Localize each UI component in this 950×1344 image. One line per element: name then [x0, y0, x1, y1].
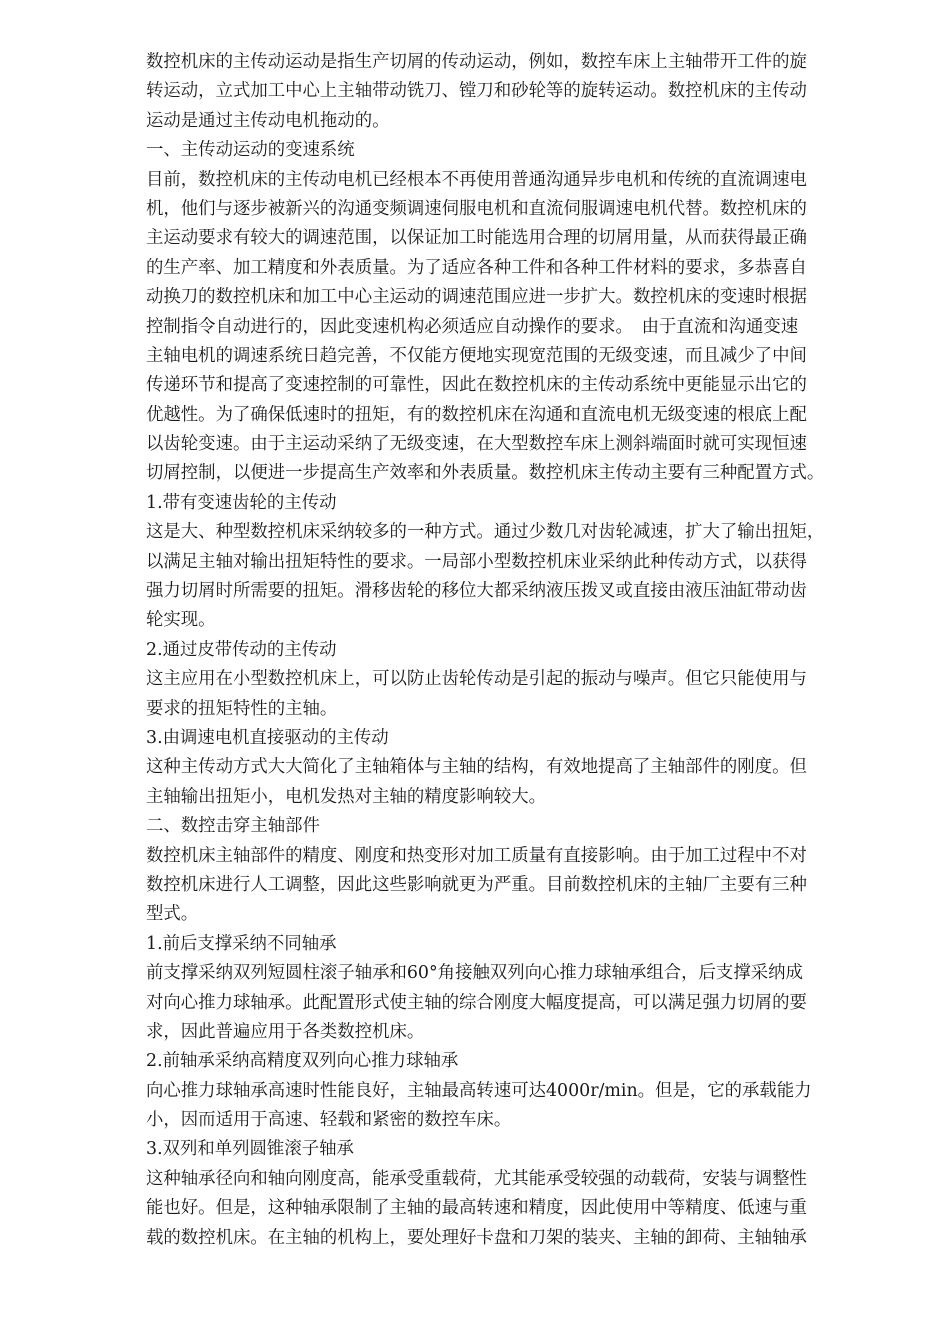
text-line: 运动是通过主传动电机拖动的。 — [146, 110, 390, 131]
text-line: 以齿轮变速。由于主运动采纳了无级变速，在大型数控车床上测斜端面时就可实现恒速 — [146, 434, 807, 455]
text-line: 切屑控制，以便进一步提高生产效率和外表质量。数控机床主传动主要有三种配置方式。 — [146, 463, 825, 484]
text-line: 载的数控机床。在主轴的机构上，要处理好卡盘和刀架的装夹、主轴的卸荷、主轴轴承 — [146, 1227, 807, 1248]
text-line: 对向心推力球轴承。此配置形式使主轴的综合刚度大幅度提高，可以满足强力切屑的要 — [146, 992, 807, 1013]
text-line: 机，他们与逐步被新兴的沟通变频调速伺服电机和直流伺服调速电机代替。数控机床的 — [146, 198, 807, 219]
text-line: 这主应用在小型数控机床上，可以防止齿轮传动是引起的振动与噪声。但它只能使用与 — [146, 669, 807, 690]
text-line: 动换刀的数控机床和加工中心主运动的调速范围应进一步扩大。数控机床的变速时根据 — [146, 287, 807, 308]
subsection-heading: 2.通过皮带传动的主传动 — [146, 639, 337, 660]
text-line: 主轴电机的调速系统日趋完善，不仅能方便地实现宽范围的无级变速，而且减少了中间 — [146, 345, 807, 366]
document-body — [146, 48, 886, 1253]
text-line: 转运动，立式加工中心上主轴带动铣刀、镗刀和砂轮等的旋转运动。数控机床的主传动 — [146, 81, 807, 102]
text-line: 数控机床进行人工调整，因此这些影响就更为严重。目前数控机床的主轴厂主要有三种 — [146, 874, 807, 895]
subsection-heading: 1.前后支撑采纳不同轴承 — [146, 933, 337, 954]
text-line: 能也好。但是，这种轴承限制了主轴的最高转速和精度，因此使用中等精度、低速与重 — [146, 1198, 807, 1219]
text-line: 这种轴承径向和轴向刚度高，能承受重载荷，尤其能承受较强的动载荷，安装与调整性 — [146, 1168, 807, 1189]
text-line: 向心推力球轴承高速时性能良好，主轴最高转速可达4000r/min。但是，它的承载能力 — [146, 1080, 812, 1101]
text-line: 数控机床的主传动运动是指生产切屑的传动运动，例如，数控车床上主轴带开工件的旋 — [146, 52, 807, 72]
text-line: 小，因而适用于高速、轻载和紧密的数控车床。 — [146, 1110, 512, 1131]
text-line: 要求的扭矩特性的主轴。 — [146, 698, 338, 719]
text-line: 前支撑采纳双列短圆柱滚子轴承和60°角接触双列向心推力球轴承组合，后支撑采纳成 — [146, 963, 803, 984]
text-line: 主轴输出扭矩小，电机发热对主轴的精度影响较大。 — [146, 786, 546, 807]
subsection-heading: 3.由调速电机直接驱动的主传动 — [146, 727, 389, 748]
text-line: 的生产率、加工精度和外表质量。为了适应各种工件和各种工件材料的要求，多恭喜自 — [146, 257, 807, 278]
text-line: 数控机床主轴部件的精度、刚度和热变形对加工质量有直接影响。由于加工过程中不对 — [146, 845, 807, 866]
text-line: 优越性。为了确保低速时的扭矩，有的数控机床在沟通和直流电机无级变速的根底上配 — [146, 404, 807, 425]
text-line: 以满足主轴对输出扭矩特性的要求。一局部小型数控机床业采纳此种传动方式，以获得 — [146, 551, 807, 572]
subsection-heading: 2.前轴承采纳高精度双列向心推力球轴承 — [146, 1051, 459, 1072]
subsection-heading: 1.带有变速齿轮的主传动 — [146, 492, 337, 513]
text-line: 轮实现。 — [146, 610, 216, 631]
subsection-heading: 3.双列和单列圆锥滚子轴承 — [146, 1139, 354, 1160]
text-line: 主运动要求有较大的调速范围，以保证加工时能选用合理的切屑用量，从而获得最正确 — [146, 228, 807, 249]
text-line: 这种主传动方式大大简化了主轴箱体与主轴的结构，有效地提高了主轴部件的刚度。但 — [146, 757, 807, 778]
section-heading: 一、主传动运动的变速系统 — [146, 140, 355, 161]
text-line: 控制指令自动进行的，因此变速机构必须适应自动操作的要求。 由于直流和沟通变速 — [146, 316, 799, 337]
text-line: 型式。 — [146, 904, 199, 925]
section-heading: 二、数控击穿主轴部件 — [146, 816, 320, 837]
text-line: 目前，数控机床的主传动电机已经根本不再使用普通沟通异步电机和传统的直流调速电 — [146, 169, 807, 190]
text-line: 传递环节和提高了变速控制的可靠性，因此在数控机床的主传动系统中更能显示出它的 — [146, 375, 807, 396]
text-line: 这是大、种型数控机床采纳较多的一种方式。通过少数几对齿轮减速，扩大了输出扭矩， — [146, 522, 825, 543]
text-line: 求，因此普遍应用于各类数控机床。 — [146, 1021, 425, 1042]
text-line: 强力切屑时所需要的扭矩。滑移齿轮的移位大都采纳液压拨叉或直接由液压油缸带动齿 — [146, 581, 807, 602]
